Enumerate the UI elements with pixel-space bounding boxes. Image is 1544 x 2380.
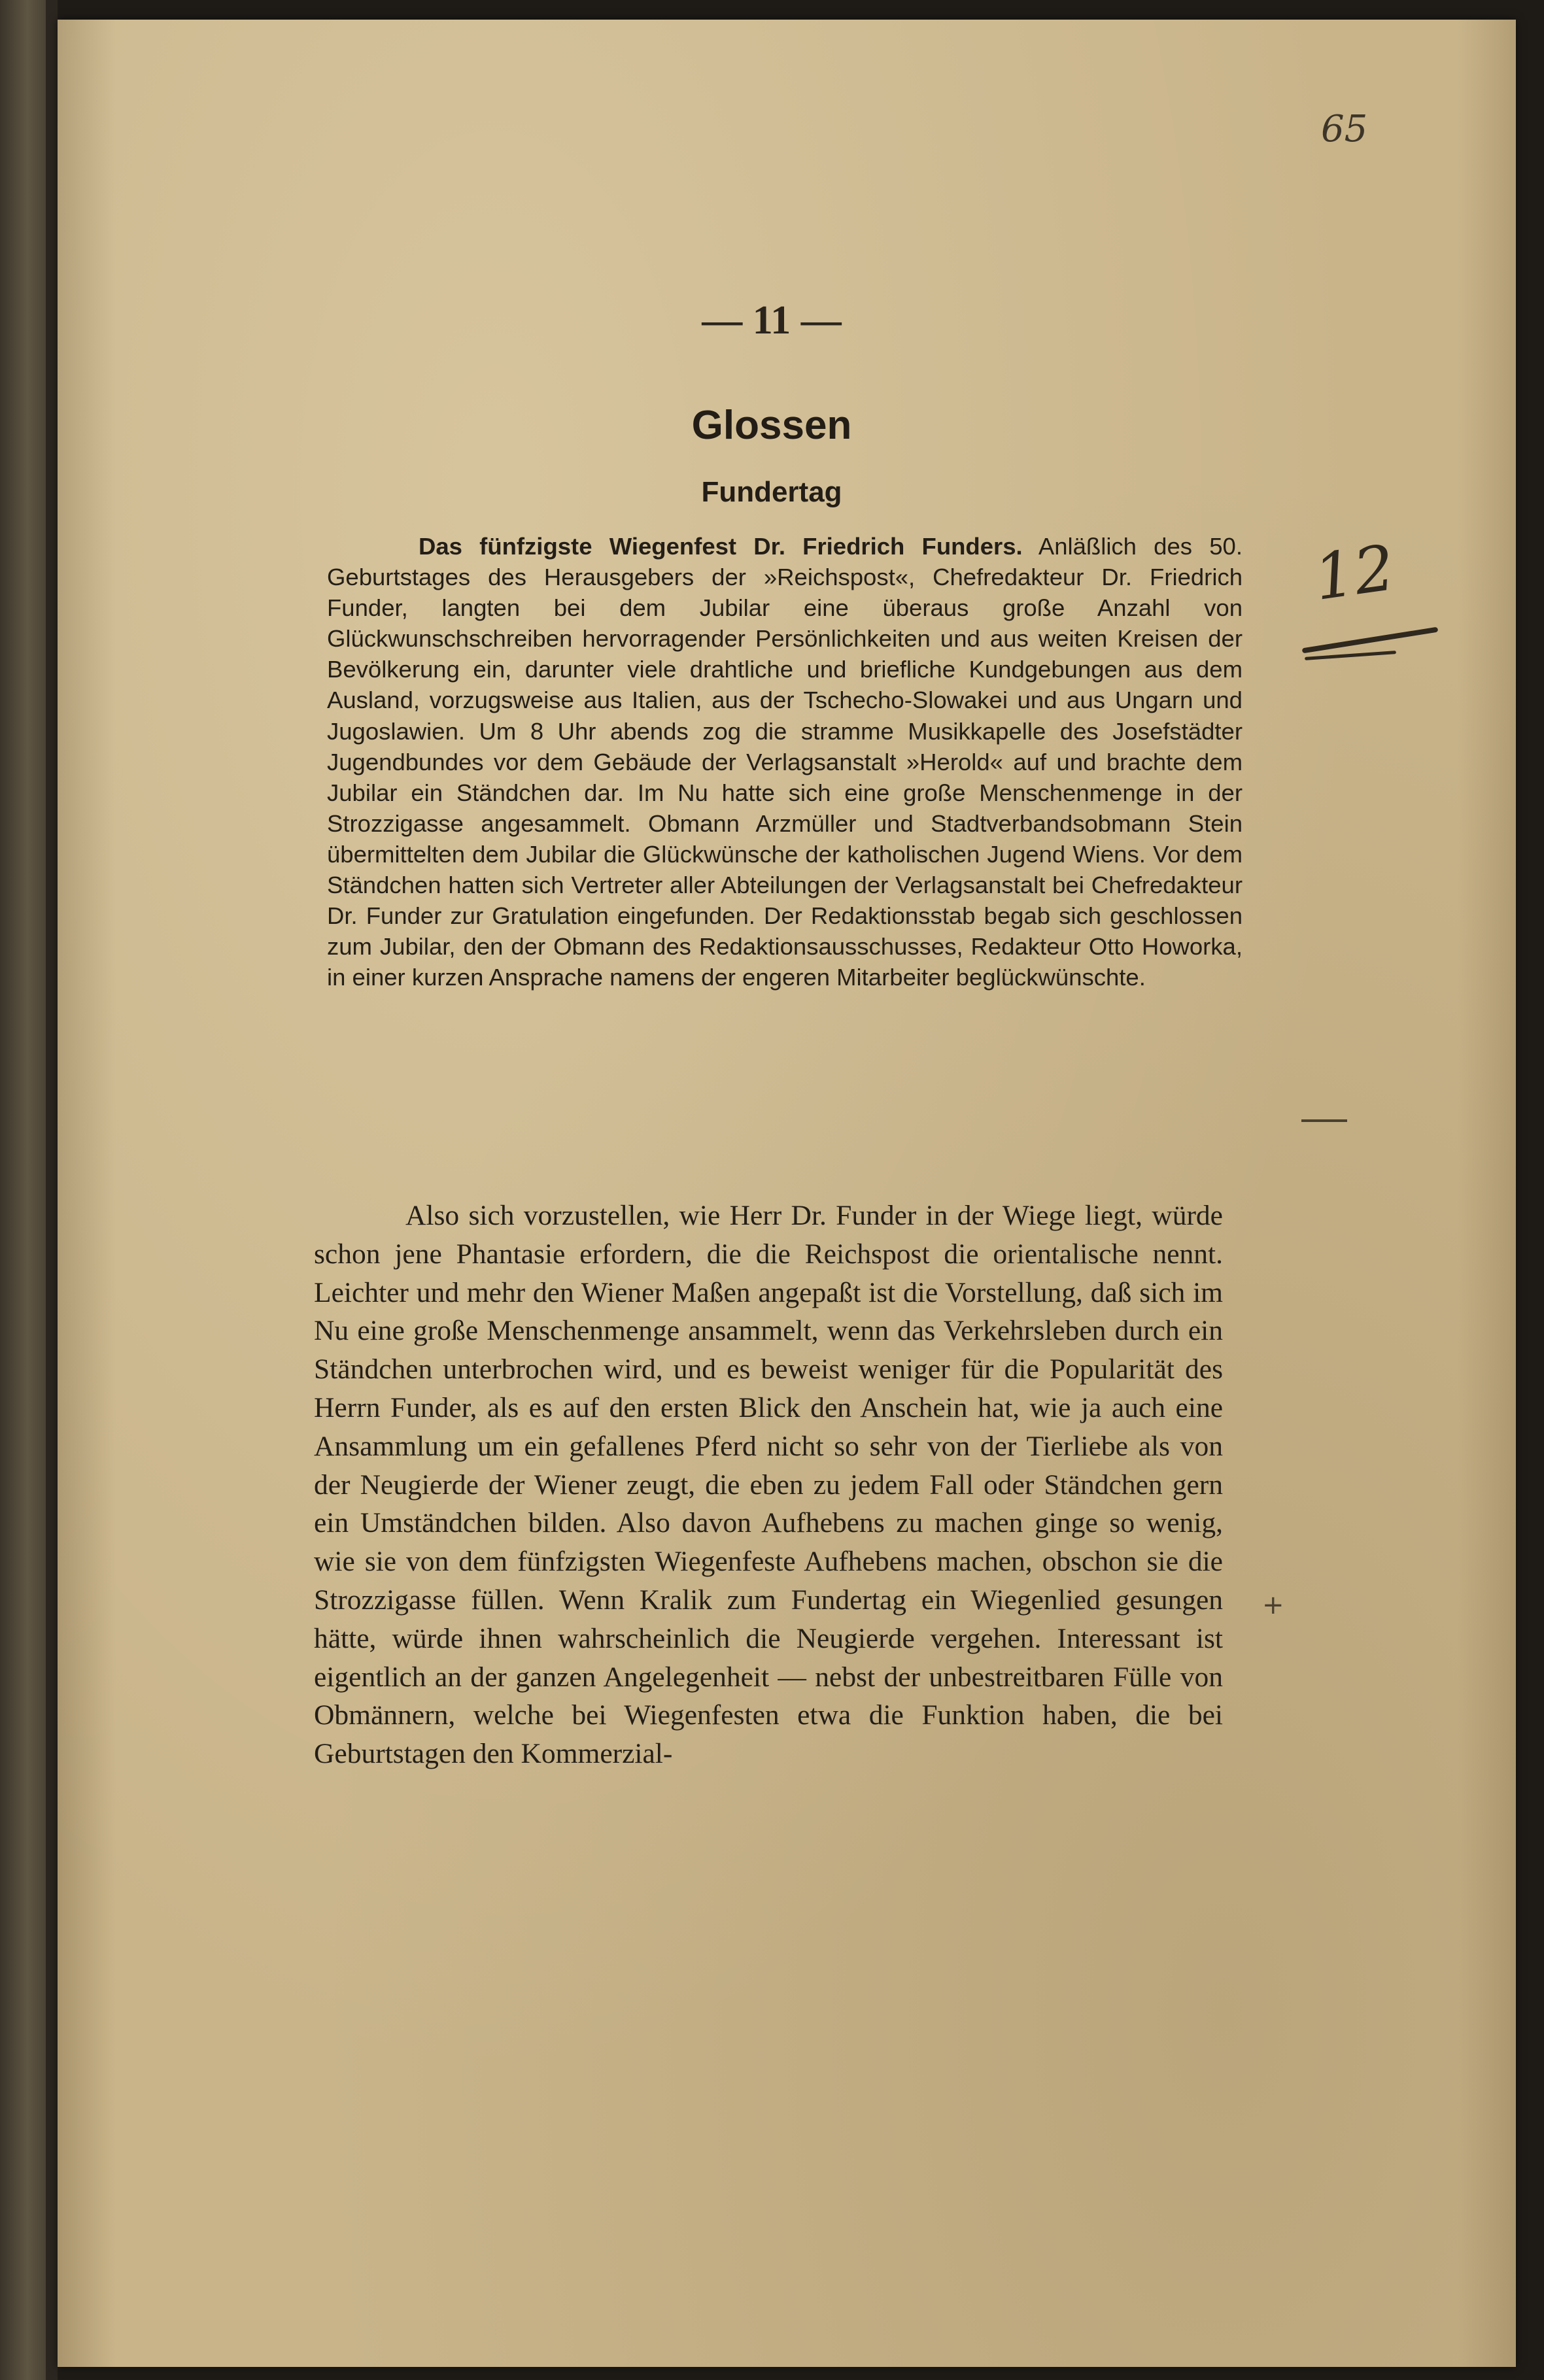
body-paragraph bbox=[314, 1197, 1223, 1773]
margin-dash-mark bbox=[1301, 1119, 1347, 1122]
section-title: Glossen bbox=[691, 403, 852, 448]
margin-plus-mark: + bbox=[1262, 1590, 1284, 1620]
article-title: Fundertag bbox=[701, 476, 842, 508]
lead-paragraph bbox=[327, 531, 1243, 993]
book-binding bbox=[46, 0, 58, 2380]
lead-heading: Das fünfzigste Wiegenfest Dr. Friedrich Funders. bbox=[419, 533, 1023, 560]
lead-text: Anläßlich des 50. Geburtstages des Herausgebers der »Reichspost«, Chefredakteur Dr. Friedrich Funder, langten bei dem Jubilar eine überaus große Anzahl von Glückwunschschreiben hervorragender Persönlichkeiten und aus weiten Kreisen der Bevölkerung ein, darunter viele drahtliche und briefliche Kundgebungen aus dem Ausland, vorzugsweise aus Italien, aus der Tschecho-Slowakei und aus Ungarn und Jugoslawien. Um 8 Uhr abends zog die stramme Musikkapelle des Josefstädter Jugendbundes vor dem Gebäude der Verlagsanstalt »Herold« auf und brachte dem Jubilar ein Ständchen dar. Im Nu hatte sich eine große Menschenmenge in der Strozzigasse angesammelt. Obmann Arzmüller und Stadtverbandsobmann Stein übermittelten dem Jubilar die Glückwünsche der katholischen Jugend Wiens. Vor dem Ständchen hatten sich Vertreter aller Abteilungen der Verlagsanstalt bei Chefredakteur Dr. Funder zur Gratulation eingefunden. Der Redaktionsstab begab sich geschlossen zum Jubilar, den der Obmann des Redaktionsausschusses, Redakteur Otto Howorka, in einer kurzen Ansprache namens der engeren Mitarbeiter beglückwünschte. bbox=[327, 533, 1243, 991]
book-cover-edge bbox=[0, 0, 46, 2380]
page-number: — 11 — bbox=[702, 298, 842, 343]
body-text: Also sich vorzustellen, wie Herr Dr. Funder in der Wiege liegt, würde schon jene Phantasie erfordern, die die Reichspost die orientalische nennt. Leichter und mehr den Wiener Maßen angepaßt ist die Vorstellung, daß sich im Nu eine große Menschenmenge ansammelt, wenn das Verkehrsleben durch ein Ständchen unterbrochen wird, und es beweist weniger für die Popularität des Herrn Funder, als es auf den ersten Blick den Anschein hat, wie ja auch eine Ansammlung um ein gefallenes Pferd nicht so sehr von der Tierliebe als von der Neugierde der Wiener zeugt, die eben zu jedem Fall oder Ständchen gern ein Umständchen bilden. Also davon Aufhebens zu machen ginge so wenig, wie sie von dem fünfzigsten Wiegenfeste Aufhebens machen, obschon sie die Strozzigasse füllen. Wenn Kralik zum Fundertag ein Wiegenlied gesungen hätte, würde ihnen wahrscheinlich die Neugierde vergehen. Interessant ist eigentlich an der ganzen Angelegenheit — nebst der unbestreitbaren Fülle von Obmännern, welche bei Wiegenfesten etwa die Funktion haben, die bei Geburtstagen den Kommerzial- bbox=[314, 1200, 1223, 1770]
document-page bbox=[58, 20, 1516, 2367]
margin-handwritten-note: 12 bbox=[1309, 531, 1399, 615]
handwritten-folio-number: 65 bbox=[1321, 108, 1368, 150]
